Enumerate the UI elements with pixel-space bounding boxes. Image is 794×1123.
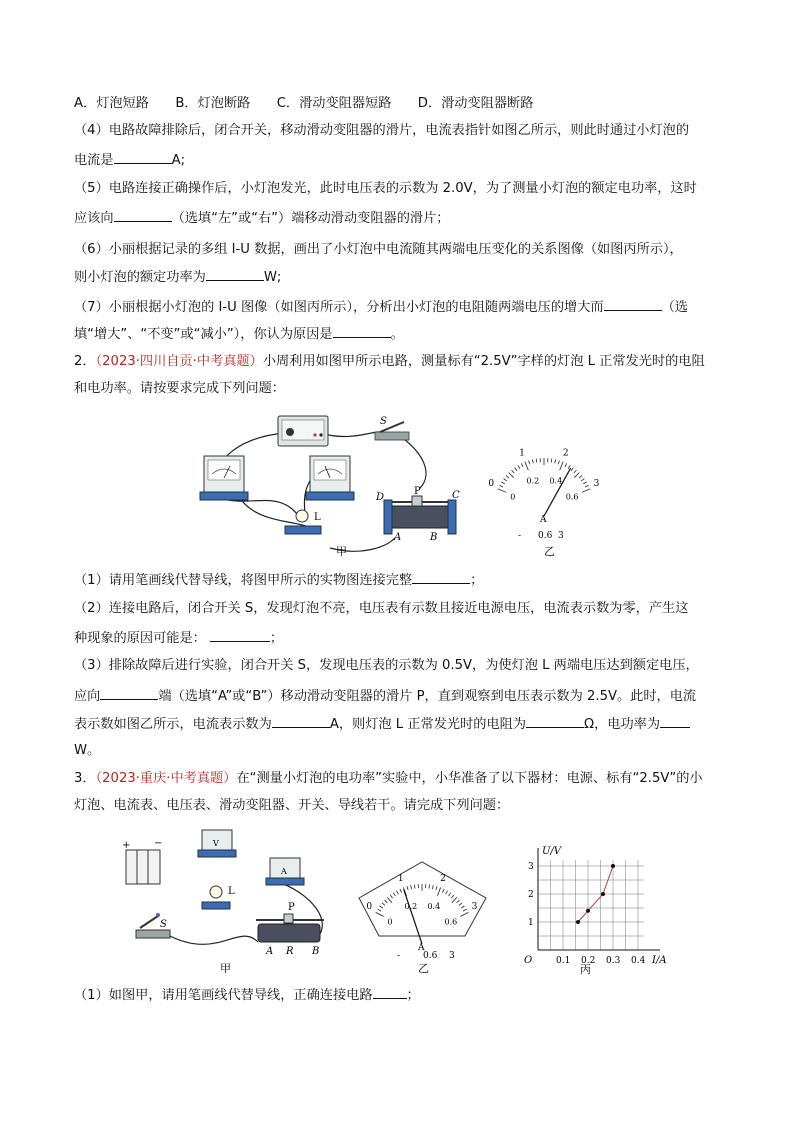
q1-step6-line2: 则小灯泡的额定功率为 W; [74, 267, 281, 287]
q3-source: （2023·重庆·中考真题） [95, 771, 237, 786]
q1-step6-line1: （6）小丽根据记录的多组 I-U 数据，画出了小灯泡中电流随其两端电压变化的关系图像（如图丙所示）， [74, 242, 683, 257]
q2-step2-line1: （2）连接电路后，闭合开关 S，发现灯泡不亮，电压表有示数且接近电源电压，电流表示数为零，产生这 [74, 601, 689, 616]
data-point [611, 864, 615, 868]
terminal-label: 3 [449, 951, 455, 961]
dial-tick [499, 485, 503, 487]
dial-tick [582, 489, 590, 492]
terminal-label: - [397, 951, 401, 961]
switch-icon [375, 416, 409, 440]
dial-inner-label: 0.4 [549, 476, 563, 486]
q2-circuit-figure [190, 408, 480, 558]
dial-tick [571, 468, 573, 471]
q3-stem-line2: 灯泡、电流表、电压表、滑动变阻器、开关、导线若干。请完成下列问题： [74, 798, 510, 813]
dial-outer-label: 2 [562, 448, 569, 459]
dial-tick [525, 462, 528, 470]
q3-apparatus-figure [118, 822, 348, 977]
dial-tick [579, 476, 582, 479]
svg-text:−: − [154, 838, 163, 849]
x-tick-label: 0.1 [556, 956, 571, 966]
y-tick-label: 3 [528, 862, 534, 872]
answer-blank[interactable] [114, 208, 172, 222]
svg-text:+: + [122, 840, 131, 851]
q2-step3-line1: （3）排除故障后进行实验，闭合开关 S，发现电压表的示数为 0.5V，为使灯泡 L 两端电压达到额定电压， [74, 658, 699, 673]
y-tick-label: 1 [528, 918, 534, 928]
dial-tick [529, 460, 530, 464]
dial-unit: A [540, 515, 547, 525]
answer-blank[interactable] [272, 714, 330, 728]
dial-inner-label: 0 [387, 917, 393, 927]
label-B: B [430, 532, 438, 543]
q1-step7-line2: 填“增大”、“不变”或“减小”），你认为原因是 。 [74, 324, 404, 344]
dial-tick [512, 470, 515, 473]
x-axis-label: I/A [652, 955, 667, 966]
answer-blank[interactable] [412, 570, 470, 584]
answer-blank[interactable] [526, 714, 584, 728]
dial-outer-label: 3 [471, 902, 478, 913]
figure-label-bing: 丙 [580, 963, 591, 976]
answer-blank[interactable] [100, 686, 158, 700]
dial-inner-label: 0.4 [427, 902, 441, 912]
dial-tick [501, 482, 504, 484]
voltmeter-icon [198, 830, 236, 857]
svg-text:L: L [228, 886, 235, 897]
figure-label-jia: 甲 [220, 962, 231, 975]
label-D: D [376, 492, 385, 503]
dial-tick [551, 459, 552, 463]
answer-blank[interactable] [114, 150, 172, 164]
origin-label: O [524, 955, 533, 966]
label-A: A [394, 532, 402, 543]
dial-inner-label: 0.2 [404, 902, 418, 912]
wire [166, 934, 258, 944]
answer-blank[interactable] [210, 628, 270, 642]
q2-step3-line4: W。 [74, 743, 101, 758]
svg-text:A: A [281, 867, 287, 876]
dial-tick [506, 476, 509, 479]
svg-text:P: P [288, 902, 295, 913]
figure-label-yi: 乙 [418, 962, 429, 975]
q2-stem-line2: 和电功率。请按要求完成下列问题： [74, 381, 285, 396]
dial-outer-label: 1 [397, 873, 404, 884]
figure-label-jia: 甲 [336, 545, 347, 558]
terminal-label: - [518, 531, 522, 541]
rheostat-icon [375, 486, 460, 543]
label-L: L [314, 512, 321, 523]
q3-step1: （1）如图甲，请用笔画线代替导线，正确连接电路 ； [74, 985, 420, 1005]
q2-step3-line2: 应向 端（选填“A”或“B”）移动滑动变阻器的滑片 P，直到观察到电压表示数为 2.5V。此时，电流 [74, 686, 696, 706]
terminal-label: 3 [558, 531, 564, 541]
rheostat-icon [256, 902, 324, 957]
dial-inner-label: 0 [510, 492, 516, 502]
dial-outer-label: 2 [440, 873, 446, 884]
dial-tick [583, 482, 586, 484]
dial-tick [521, 463, 523, 467]
power-supply-icon [278, 416, 328, 446]
ammeter-icon [266, 858, 304, 885]
q2-ammeter-dial [480, 438, 610, 558]
data-point [586, 909, 590, 913]
dial-tick [565, 463, 567, 467]
y-tick-label: 2 [528, 890, 534, 900]
label-C: C [452, 490, 460, 501]
answer-blank[interactable] [373, 985, 407, 999]
label-P: P [414, 486, 421, 497]
dial-unit: A [418, 943, 425, 953]
dial-tick [574, 470, 577, 473]
battery-icon [122, 838, 162, 884]
q1-step5-line2: 应该向 （选填“左”或“右”）端移动滑动变阻器的滑片； [74, 208, 449, 228]
q2-source: （2023·四川自贡·中考真题） [95, 354, 263, 369]
q1-step4-line1: （4）电路故障排除后，闭合开关，移动滑动变阻器的滑片，电流表指针如图乙所示，则此时通过小灯泡的 [74, 123, 690, 138]
x-tick-label: 0.2 [581, 956, 596, 966]
svg-text:A: A [266, 946, 274, 957]
dial-tick [558, 460, 559, 464]
dial-tick [581, 479, 584, 481]
dial-tick [509, 473, 514, 478]
ammeter-icon [200, 456, 248, 500]
answer-blank[interactable] [660, 714, 690, 728]
data-point [601, 892, 605, 896]
wire [220, 498, 300, 518]
label-S: S [380, 416, 387, 427]
q1-step5-line1: （5）电路连接正确操作后，小灯泡发光，此时电压表的示数为 2.0V，为了测量小灯泡的额定电功率，这时 [74, 181, 697, 196]
answer-blank[interactable] [333, 324, 391, 338]
dial-inner-label: 0.6 [565, 492, 579, 502]
switch-icon [136, 913, 170, 938]
dial-outer-label: 0 [488, 479, 495, 490]
ammeter-dial-scale [488, 448, 599, 541]
dial-tick [536, 459, 537, 463]
dial-tick [568, 465, 570, 468]
dial-inner-label: 0.6 [444, 917, 458, 927]
q1-step7-line1: （7）小丽根据小灯泡的 I-U 图像（如图丙所示），分析出小灯泡的电阻随两端电压的增大而 （选 [74, 297, 688, 317]
svg-text:R: R [286, 946, 294, 957]
x-tick-label: 0.4 [631, 956, 646, 966]
lamp-icon [202, 886, 235, 909]
terminal-label: 0.6 [538, 531, 553, 541]
data-point [576, 920, 580, 924]
q3-stem-line1: 3．（2023·重庆·中考真题）在“测量小灯泡的电功率”实验中，小华准备了以下器材：电源、标有“2.5V”的小 [74, 771, 703, 786]
dial-tick [585, 485, 589, 487]
y-axis-label: U/V [542, 846, 562, 857]
dial-tick [574, 473, 579, 478]
q2-stem-line1: 2．（2023·四川自贡·中考真题）小周利用如图甲所示电路，测量标有“2.5V”字样的灯泡 L 正常发光时的电阻 [74, 354, 705, 369]
figure-label-yi: 乙 [544, 545, 555, 558]
dial-tick [532, 459, 533, 463]
dial-tick [515, 468, 517, 471]
terminal-label: 0.6 [423, 951, 438, 961]
dial-outer-label: 1 [519, 448, 525, 459]
q3-ui-graph [516, 842, 676, 977]
dial-tick [498, 489, 506, 492]
dial-outer-label: 3 [593, 479, 600, 490]
q1-options: A．灯泡短路 B．灯泡断路 C．滑动变阻器短路 D．滑动变阻器断路 [74, 96, 534, 111]
answer-blank[interactable] [604, 297, 662, 311]
q1-step4-line2: 电流是 A; [74, 150, 185, 170]
answer-blank[interactable] [206, 267, 264, 281]
dial-tick [504, 479, 507, 481]
dial-tick [560, 462, 563, 470]
chart-plot-area [524, 846, 667, 966]
q2-step2-line2: 种现象的原因可能是： ； [74, 628, 283, 648]
x-tick-label: 0.3 [606, 956, 621, 966]
dial-outer-label: 0 [366, 902, 373, 913]
svg-text:S: S [160, 919, 167, 930]
svg-text:V: V [213, 839, 219, 848]
voltmeter-icon [306, 456, 354, 500]
svg-text:B: B [312, 946, 320, 957]
dial-inner-label: 0.2 [526, 476, 540, 486]
q2-step3-line3: 表示数如图乙所示，电流表示数为 A，则灯泡 L 正常发光时的电阻为 Ω，电功率为 [74, 714, 690, 734]
q3-ammeter-dial [355, 858, 490, 976]
q2-step1: （1）请用笔画线代替导线，将图甲所示的实物图连接完整 ； [74, 570, 483, 590]
dial-tick [518, 465, 520, 468]
wire [400, 436, 426, 488]
dial-tick [555, 459, 556, 463]
